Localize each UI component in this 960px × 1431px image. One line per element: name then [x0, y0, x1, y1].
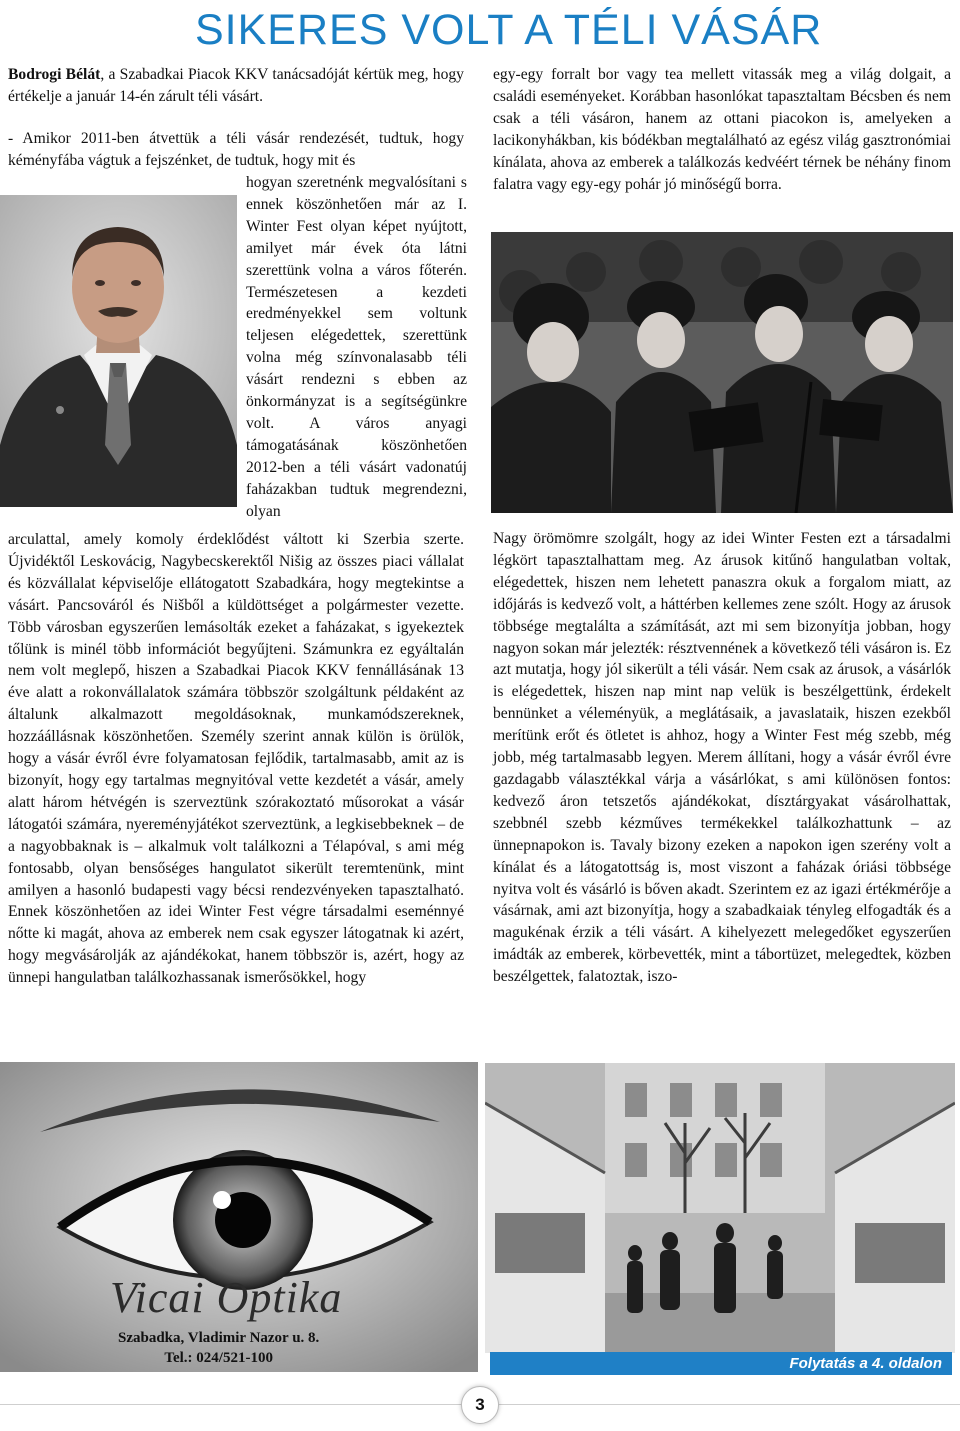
market-photo [485, 1063, 955, 1353]
body-paragraph-opening: - Amikor 2011-ben átvettük a téli vásár rendezését, tudtuk, hogy kéményfába vágtuk a fejszénket, de tudtuk, hogy mit és [8, 130, 464, 169]
article-lead [8, 64, 464, 108]
portrait-illustration [0, 195, 237, 507]
portrait-photo [0, 195, 237, 507]
market-illustration [485, 1063, 955, 1353]
eye-illustration [0, 1062, 478, 1372]
lead-text: , a Szabadkai Piacok KKV tanácsadóját kértük meg, hogy értékelje a január 14-én zárult téli vásárt. [8, 66, 464, 105]
body-paragraph-continued: arculattal, amely komoly érdeklődést váltott ki Szerbia szerte. Újvidéktől Leskovácig, Nagybecskerektől Nišig az összes piaci vállalat és közvállalat képviselője ellátogatott Szabadkára, hogy megtekintse a vásárt. Pancsováról és Nišből a küldöttséget a polgármester vezette. Több városban egyszerűen lemásolták ezeket a faházakat, s igyekeztek tőlünk is minél több információt begyűjteni. Számunkra ez egyáltalán nem volt meglepő, hiszen a Szabadkai Piacok KKV fennállásának 13 éve alatt a rokonvállalatok számára többször szolgáltunk példaként az általunk alkalmazott megoldásoknak, munkamódszereknek, hozzáállásnak köszönhetően. Személy szerint annak külön is örülök, hogy a vásár évről évre folyamatosan fejlődik, tartalmasabb, amit az is bizonyít, hogy egy tartalmas megnyitóval vette kezdetét a vásár, amely alatt három hétvégén is szerveztünk szórakoztató műsorokat a vásár látogatói számára, nyereményjátékot szerveztünk, a legkisebbeknek – de a nagyobbaknak is – alkalmuk volt találkozni a Télapóval, s ami még fontosabb, olyan bensőséges hangulatot sikerült teremtenünk, mint amilyen a hasonló budapesti vagy bécsi rendezvényeken tapasztalható. Ennek köszönhetően az idei Winter Fest végre társadalmi eseménnyé nőtte ki magát, ahova az emberek nem csak egyszer látogatnak ki azért, hogy megvásárolják az ajándékokat, hanem többször is, azért, hogy az ünnepi hangulatban találkozhassanak ismerősökkel, hogy [8, 531, 464, 987]
right-column-paragraph-2: Nagy örömömre szolgált, hogy az idei Winter Festen ezt a társadalmi légkört tapasztalhattam meg. Az árusok kitűnő hangulatban voltak, elégedettek, hiszen nem lehetett panaszra okuk a forgalom miatt, az időjárás is kedvező volt, a háttérben kellemes zene szólt. Hogy az árusok többsége megtalálta a számítását, azt mi sem bizonyítja jobban, hogy nagyon sokan már jelezték: résztvennének a következő téli vásáron is. Ez azt mutatja, hogy jól sikerült a téli vásár. Nem csak az árusok, a vásárlók is elégedettek, hiszen nap mint nap velük is beszélgettünk, érdekelt bennünket a véleményük, a meglátásaik, a javaslataik, hiszen ezekből merítünk erőt és ötletet is ahhoz, hogy a Winter Fest még szebb, még jobb, még tartalmasabb legyen. Merem állítani, hogy a vásár évről évre gazdagabb választékkal várja a vásárlókat, s ami különösen fontos: kedvező áron tetszetős ajándékokat, dísztárgyakat vásárolhattak, szebbnél szebb kézműves termékekkel találkozhattunk – az ünnepnapokon is. Tavaly bizony ezeken a napokon igen szerény volt a kínálat és a látogatottság is, most viszont a faházak óriási többsége nyitva volt és vásárló is bőven akadt. Szerintem ez az igazi értékmérője a vásárnak, ami azt bizonyítja, hogy a szabadkaiak tényleg elfogadták és a magukénak érzik a téli vásárt. A kihelyezett melegedőket egyszerűen imádták az emberek, körbevették, mint a tábortüzet, melegedtek, közben beszélgettek, falatoztak, iszo- [493, 530, 951, 986]
choir-photo [491, 232, 953, 513]
article-title: SIKERES VOLT A TÉLI VÁSÁR [195, 6, 823, 54]
choir-illustration [491, 232, 953, 513]
page-number: 3 [461, 1386, 499, 1424]
body-paragraph-beside-photo: hogyan szeretnénk megvalósítani s ennek köszönhetően már az I. Winter Fest olyan képet nyújtott, amilyet már évek óta látni szerettünk volna a város főterén. Természetesen a kezdeti eredményekkel sem voltunk teljesen elégedettek, szerettünk volna még színvonalasabb téli vásárt rendezni s ebben az önkormányzat is a segítségünkre volt. A város anyagi támogatásának köszönhetően 2012-ben a téli vásárt vadonatúj faházakban tudtuk megrendezni, olyan [246, 174, 467, 520]
right-column-paragraph-1: egy-egy forralt bor vagy tea mellett vitassák meg a világ dolgait, a családi eseményeket. Korábban hasonlókat tapasztaltam Bécsben és nem csak a téli vásáron, hanem az ottani piacokon is, amelyeken a lacikonyhákban, kis bódékban megtalálható az egész világ gasztronómiai kínálata, ahova az emberek a találkozás kedvéért térnek be néhány finom falatra vagy egy-egy pohár jó minőségű borra. [493, 66, 951, 193]
optics-address: Szabadka, Vladimir Nazor u. 8. [118, 1330, 320, 1346]
optics-brand-logo: Vicai Optika [110, 1273, 343, 1322]
optics-contact [118, 1328, 319, 1368]
optics-advertisement [0, 1062, 478, 1372]
interviewee-name: Bodrogi Bélát [8, 66, 101, 83]
continuation-banner: Folytatás a 4. oldalon [490, 1352, 952, 1375]
optics-phone: Tel.: 024/521-100 [164, 1350, 273, 1366]
